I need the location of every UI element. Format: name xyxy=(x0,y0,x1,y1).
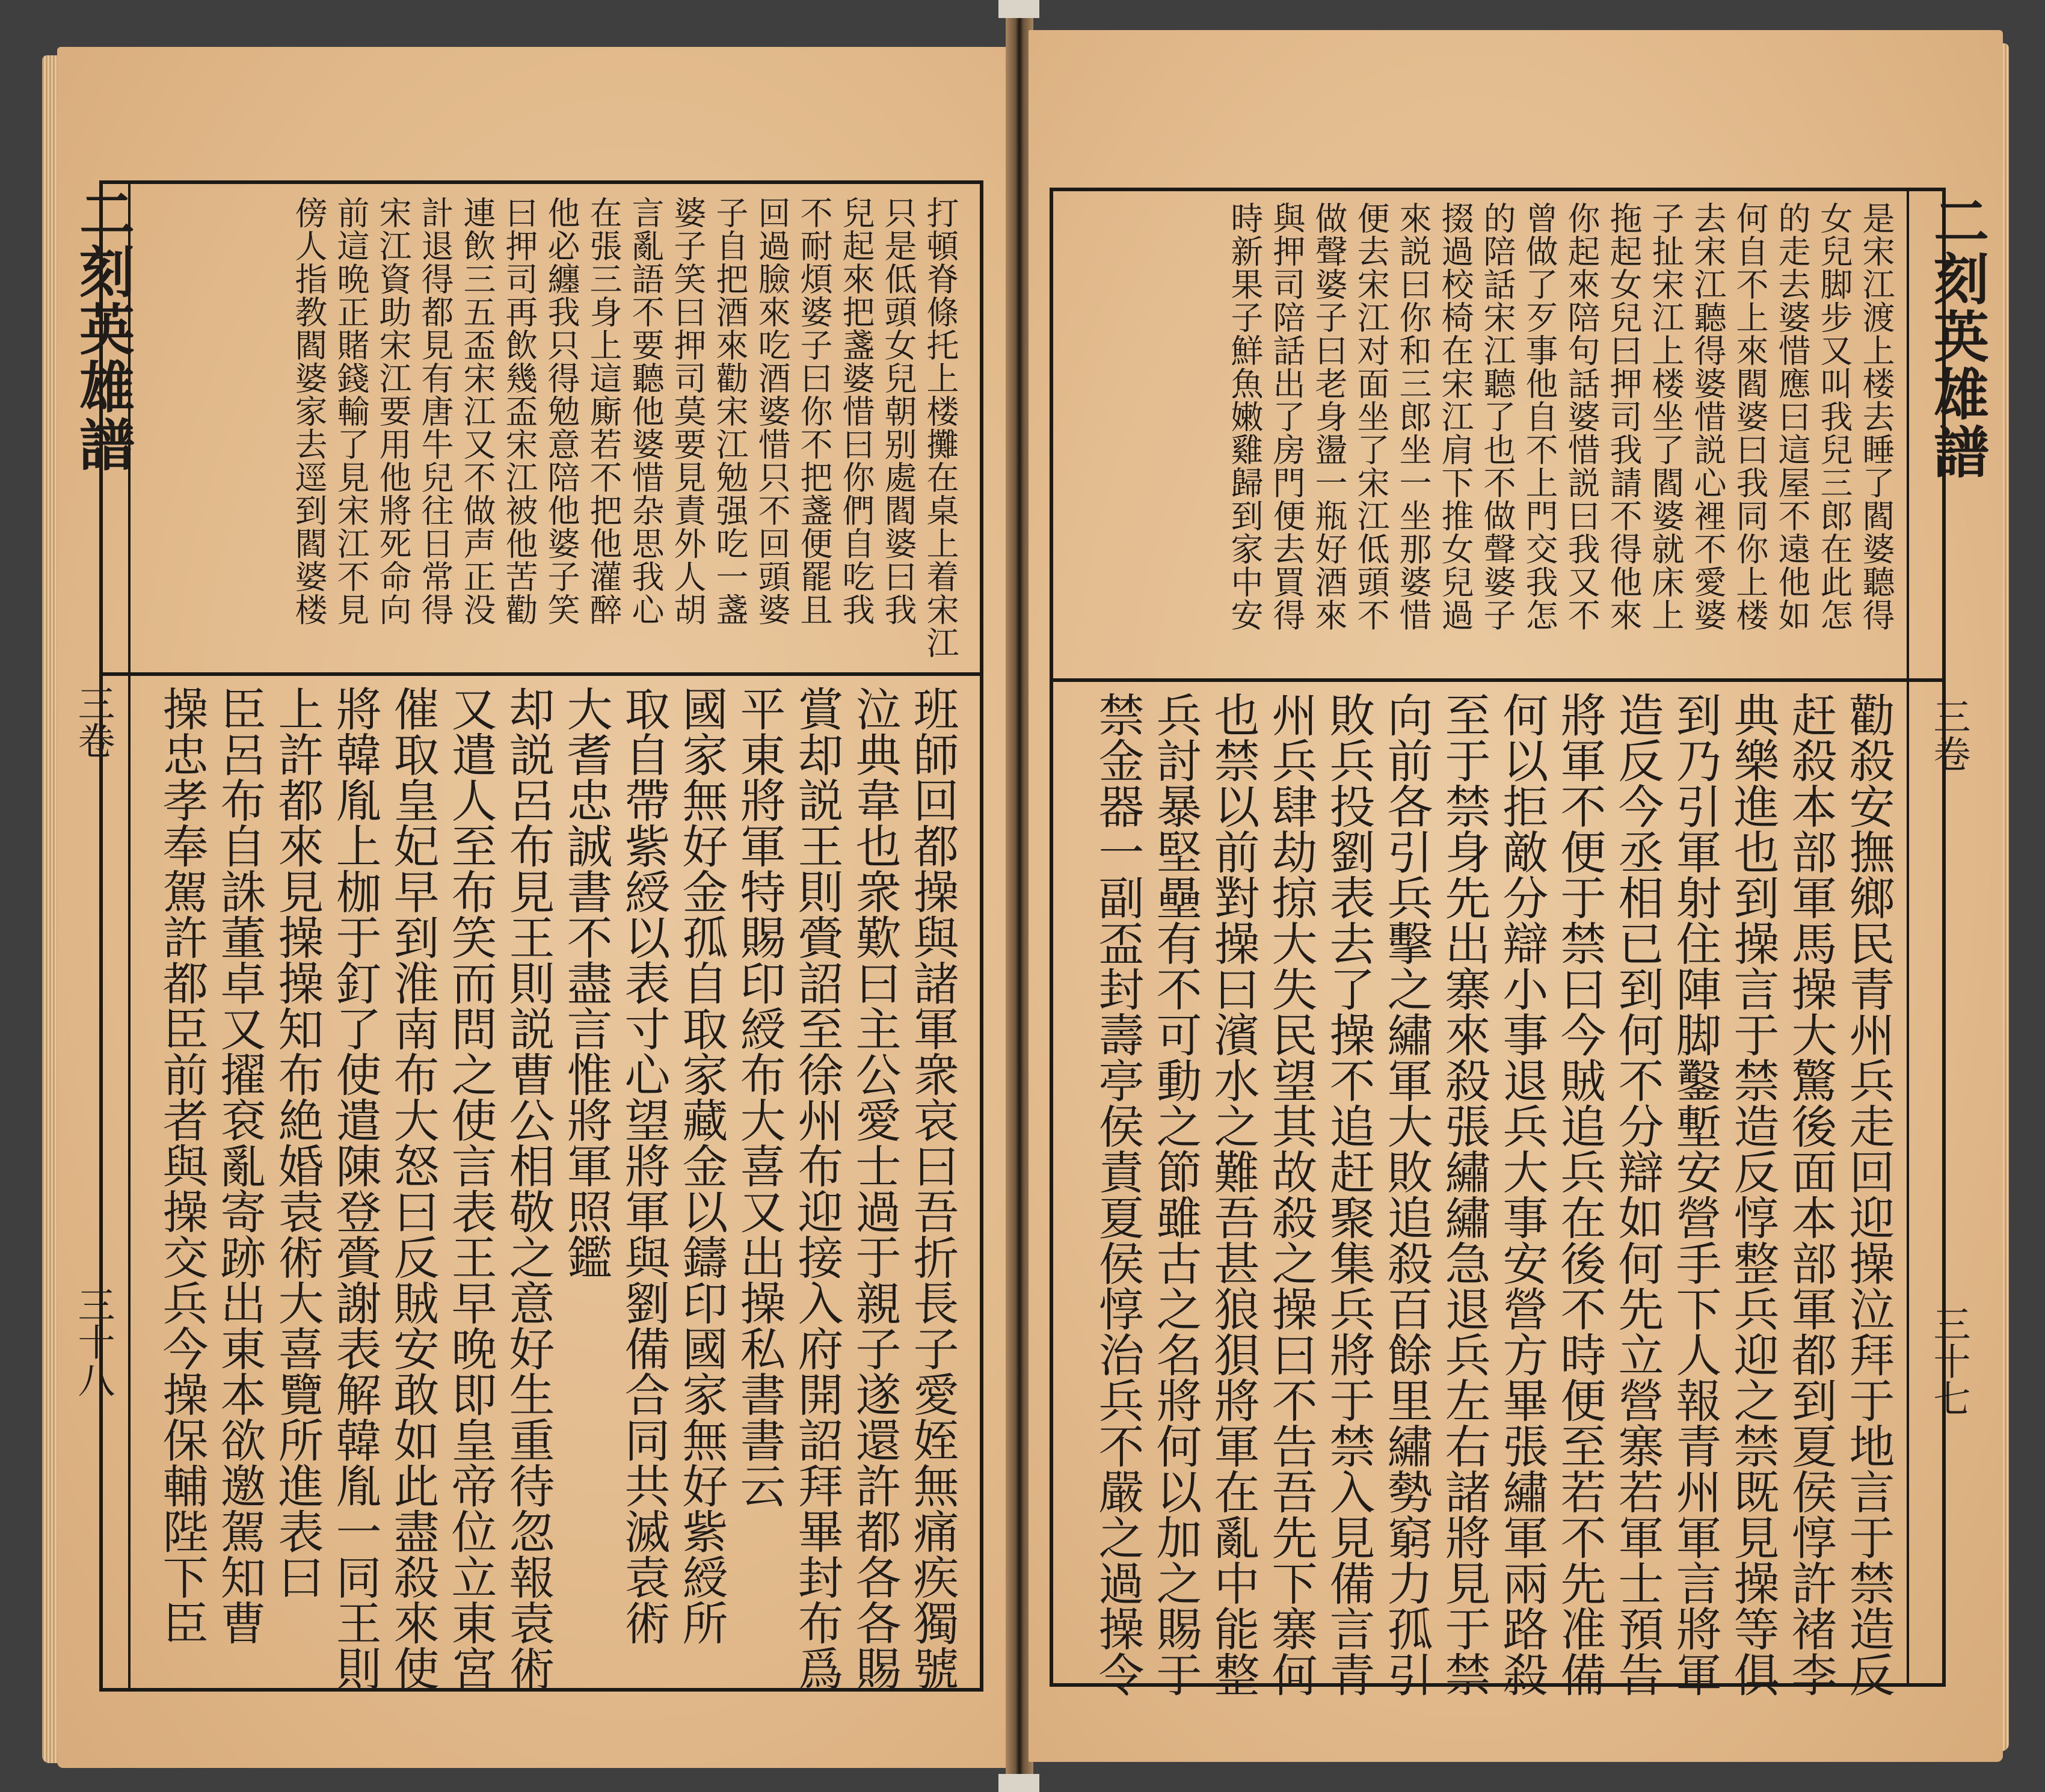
right-lower-text-column: 禁金器一副盃封壽亭侯責夏侯惇治兵不嚴之過操令 xyxy=(1091,692,1145,1697)
right-spine-title: 二刻英雄譜 xyxy=(1925,192,1990,481)
left-upper-text-column: 不耐煩婆子曰你不把盞便罷且 xyxy=(795,196,833,626)
right-lower-text-column: 敗兵投劉表去了操不追赶聚集兵將于禁入見備言青 xyxy=(1322,692,1376,1697)
right-upper-text-block xyxy=(1223,201,1897,677)
left-upper-text-column: 前這晩正賭錢輸了見宋江不見 xyxy=(332,196,370,626)
left-upper-text-column: 打頓脊條托上楼攤在桌上着宋江 xyxy=(921,196,959,659)
left-upper-text-column: 傍人指教閻婆家去逕到閻婆楼 xyxy=(290,196,328,626)
right-lower-text-column: 至于禁身先出寨來殺張繡繡急退兵左右諸將見于禁 xyxy=(1438,692,1491,1697)
right-upper-text-column: 你起來陪句話婆惜説曰我又不 xyxy=(1563,201,1601,631)
left-lower-text-column: 平東將軍特賜印綬布大喜又出操私書書云 xyxy=(733,686,786,1508)
right-upper-text-column: 子扯宋江上楼坐了閻婆就床上 xyxy=(1647,201,1685,631)
right-upper-text-column: 時新果子鮮魚嫩雞歸到家中安 xyxy=(1226,201,1264,631)
right-lower-text-column: 何以拒敵分辯小事退兵大事安營方畢張繡軍兩路殺 xyxy=(1495,692,1549,1697)
right-upper-text-column: 便去宋江对面坐了宋江低頭不 xyxy=(1352,201,1390,631)
left-upper-text-column: 只是低頭女兒朝别處閻婆曰我 xyxy=(879,196,917,626)
right-lower-text-column: 赶殺本部軍馬操大驚後面本部軍都到夏侯惇許褚李 xyxy=(1784,692,1837,1697)
right-spine-folio: 三十七 xyxy=(1927,1305,1971,1417)
right-lower-text-block xyxy=(1089,692,1897,1697)
right-section-divider xyxy=(1050,678,1946,682)
right-upper-text-column: 來説曰你和三郎坐一坐那婆惜 xyxy=(1394,201,1432,631)
right-page xyxy=(1029,30,2003,1762)
left-lower-text-column: 國家無好金孤自取家藏金以鑄印國家無好紫綬所 xyxy=(675,686,728,1645)
left-lower-text-column: 却説呂布見王則説曹公相敬之意好生重待忽報袁術 xyxy=(502,686,555,1691)
left-page xyxy=(57,47,1010,1768)
left-upper-text-column: 回過臉來吃酒婆惜只不回頭婆 xyxy=(753,196,791,626)
right-upper-text-column: 做聲婆子曰老身盪一瓶好酒來 xyxy=(1310,201,1348,631)
left-lower-text-column: 操忠孝奉駕許都臣前者與操交兵今操保輔陛下臣 xyxy=(155,686,209,1645)
left-upper-text-column: 計退得都見有唐牛兒往日常得 xyxy=(416,196,454,626)
left-lower-text-column: 取自帶紫綬以表寸心望將軍與劉備合同共滅袁術 xyxy=(617,686,671,1645)
right-lower-text-column: 也禁以前對操曰濱水之難吾甚狼狽將軍在亂中能整 xyxy=(1207,692,1260,1697)
right-lower-text-column: 向前各引兵擊之繡軍大敗追殺百餘里繡勢窮力孤引 xyxy=(1380,692,1433,1697)
right-spine-juan: 三卷 xyxy=(1927,698,1971,772)
left-lower-text-column: 泣典韋也衆歎曰主公愛士過于親子遂還許都各各賜 xyxy=(848,686,902,1691)
left-lower-text-column: 將韓胤上枷于釘了使遣陳登賫謝表解韓胤一同王則 xyxy=(328,686,382,1691)
right-lower-text-column: 將軍不便于禁曰今賊追兵在後不時便至若不先准備 xyxy=(1553,692,1607,1697)
left-spine-title: 二刻英雄譜 xyxy=(70,185,135,474)
left-upper-text-column: 子自把酒來勸宋江勉强吃一盞 xyxy=(711,196,749,626)
right-upper-text-column: 去宋江聽得婆惜説心裡不愛婆 xyxy=(1689,201,1727,631)
right-upper-text-column: 拖起女兒曰押司我請不得他來 xyxy=(1605,201,1643,631)
left-upper-text-column: 曰押司再飲幾盃宋江被他苦勸 xyxy=(500,196,538,626)
left-lower-text-column: 賞却説王則賫詔至徐州布迎接入府開詔拜畢封布爲 xyxy=(790,686,844,1691)
left-spine-juan: 三卷 xyxy=(72,684,115,759)
left-upper-text-block xyxy=(288,196,961,671)
binding-thread-top xyxy=(998,0,1039,18)
left-lower-text-column: 大耆忠誠書不盡言惟將軍照鑑 xyxy=(559,686,613,1280)
right-lower-text-column: 勸殺安撫鄉民青州兵走回迎操泣拜于地言于禁造反 xyxy=(1842,692,1895,1697)
right-upper-text-column: 曾做了歹事他自不上門交我怎 xyxy=(1521,201,1558,631)
binding-thread-bottom xyxy=(998,1774,1039,1792)
left-lower-text-column: 又遣人至布笑而問之使言表王早晚即皇帝位立東宮 xyxy=(444,686,497,1691)
left-lower-text-column: 上許都來見操操知布絶婚袁術大喜覽所進表曰 xyxy=(271,686,324,1600)
left-lower-text-block xyxy=(153,686,961,1691)
left-spine-folio: 三十八 xyxy=(72,1286,115,1398)
left-upper-text-column: 他必纏我只得勉意陪他婆子笑 xyxy=(543,196,580,626)
right-lower-text-column: 州兵肆劫掠大失民望其故殺之操曰不告吾先下寨何 xyxy=(1264,692,1318,1697)
left-upper-text-column: 在張三身上這廝若不把他灌醉 xyxy=(585,196,623,626)
left-lower-text-column: 班師回都操與諸軍衆哀曰吾折長子愛姪無痛疾獨號 xyxy=(906,686,959,1691)
right-upper-text-column: 何自不上來閻婆曰我同你上楼 xyxy=(1731,201,1769,631)
right-lower-text-column: 到乃引軍射住陣脚鑿塹安營手下人報青州軍言將軍 xyxy=(1668,692,1722,1697)
left-upper-text-column: 兒起來把盞婆惜曰你們自吃我 xyxy=(837,196,875,626)
right-lower-text-column: 造反今丞相已到何不分辯如何先立營寨若軍士預告 xyxy=(1611,692,1664,1697)
right-spine-rule xyxy=(1907,188,1909,1687)
left-upper-text-column: 言亂語不要聽他婆惜杂思我心 xyxy=(627,196,665,626)
left-section-divider xyxy=(99,672,983,676)
right-upper-text-column: 女兒脚步又叫我兒三郎在此怎 xyxy=(1815,201,1853,631)
right-upper-text-column: 是宋江渡上楼去睡了閻婆聽得 xyxy=(1857,201,1895,631)
right-upper-text-column: 掇過校椅在宋江肩下推女兒過 xyxy=(1436,201,1474,631)
right-lower-text-column: 兵討暴堅壘有不可動之節雖古之名將何以加之賜于 xyxy=(1149,692,1202,1697)
left-lower-text-column: 催取皇妃早到淮南布大怒曰反賊安敢如此盡殺來使 xyxy=(386,686,440,1691)
right-lower-text-column: 典樂進也到操言于禁造反惇整兵迎之禁既見操等俱 xyxy=(1726,692,1780,1697)
left-upper-text-column: 連飲三五盃宋江又不做声正没 xyxy=(458,196,496,626)
left-lower-text-column: 臣呂布自誅董卓又擢袞亂寄跡出東本欲邀駕知曹 xyxy=(213,686,266,1645)
right-upper-text-column: 的陪話宋江聽了也不做聲婆子 xyxy=(1478,201,1516,631)
left-upper-text-column: 宋江資助宋江要用他將死命向 xyxy=(374,196,412,626)
right-upper-text-column: 與押司陪話出了房門便去買得 xyxy=(1268,201,1306,631)
left-upper-text-column: 婆子笑曰押司莫要見責外人胡 xyxy=(669,196,707,626)
right-upper-text-column: 的走去婆惜應曰這屋不遠他如 xyxy=(1773,201,1811,631)
